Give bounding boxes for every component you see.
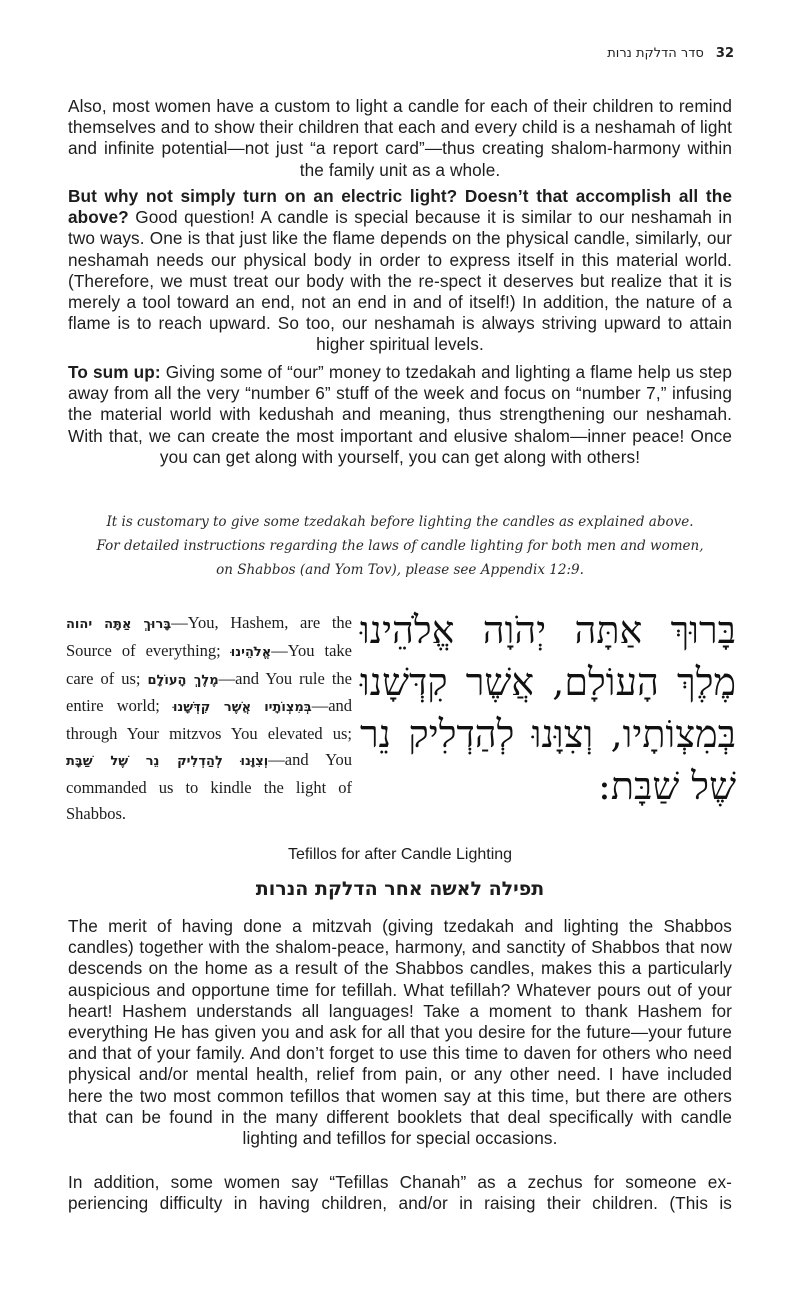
paragraph-clip	[0, 1172, 800, 1216]
translation-text	[251, 696, 264, 715]
running-header	[607, 46, 734, 61]
paragraph-body: Good question! A candle is special because it is similar to our neshamah in two ways. One is that just like the flame depends on the physical candle, similarly, our neshamah needs our physical body in order to express itself in this material world. (Therefore, we must treat our body with the re-spect it deserves but realize that it is merely a tool toward an end, not an end in and of itself!) In addition, the nature of a flame is to reach upward. So too, our neshamah is always striving upward to attain higher spiritual levels.	[68, 207, 732, 355]
paragraph-children-candles: Also, most women have a custom to light a candle for each of their children to remind themselves and to show their children that each and every child is a neshamah of light and infinite potential—not just “a report card”—thus creating shalom-harmony within the family unit as a whole.	[68, 96, 733, 180]
candle-lighting-bracha: בָּרוּךְ אַתָּה יְהֹוָה אֱלֹהֵינוּ מֶלֶךְ הָעוֹלָם, אֲשֶׁר קִדְּשָׁנוּ בְּמִצְוֹתָיו, וְצִוָּנוּ לְהַדְלִיק נֵר שֶׁל שַׁבָּת:	[360, 608, 736, 808]
translation-text: —and You commanded us to kindle the light of Shabbos.	[66, 749, 352, 823]
paragraph-lead-sum-up: To sum up:	[68, 362, 161, 382]
hebrew-phrase: בָּרוּךְ אַתָּה יהוה	[66, 617, 172, 632]
hebrew-phrase: בְּמִצְוֹתָיו	[264, 700, 312, 716]
italic-instruction-note	[70, 510, 730, 582]
hebrew-phrase: מֶלֶךְ הָעוֹלָם	[147, 672, 219, 688]
translation-text: —You take care of us;	[66, 640, 352, 688]
running-title: סדר הדלקת נרות	[607, 46, 704, 61]
paragraph-lead-question: But why not simply turn on an electric light? Doesn’t that accomplish all the above?	[68, 186, 732, 228]
hebrew-phrase: וְצִוָּנוּ לְהַדְלִיק נֵר שֶׁל שַׁבָּת	[66, 753, 269, 769]
paragraph-body: Giving some of “our” money to tzedakah and lighting a flame help us step away from all the very “number 6” stuff of the week and focus on “number 7,” infusing the material world with kedushah and meaning, thus strengthening our neshamah. With that, we can create the most important and elusive shalom—inner peace! Once you can get along with yourself, you can get along with others!	[68, 362, 732, 467]
page-number: 32	[715, 46, 734, 61]
note-line: For detailed instructions regarding the laws of candle lighting for both men and women,	[96, 538, 704, 554]
paragraph-tefillas-chanah: In addition, some women say “Tefillas Chanah” as a zechus for someone ex-periencing difficulty in having children, and/or in raising their children. (This is	[68, 1172, 732, 1214]
paragraph-tefillah-merit: The merit of having done a mitzvah (giving tzedakah and lighting the Shabbos candles) together with the shalom-peace, harmony, and sanctity of Shabbos that now descends on the home as a result of the Shabbos candles, makes this a particularly auspicious and opportune time for tefillah. What tefillah? Whatever pours out of your heart! Hashem understands all languages! Take a moment to thank Hashem for everything He has given you and ask for all that you desire for the future—your future and that of your family. And don’t forget to use this time to daven for others who need physical and/or mental health, relief from pain, or any other need. I have included here the two most common tefillos that women say at this time, but there are others that can be found in the many different booklets that deal specifically with candle lighting and tefillos for special occasions.	[68, 916, 732, 1149]
paragraph-sum-up	[68, 362, 732, 468]
bracha-translation	[66, 610, 352, 826]
section-title-english: Tefillos for after Candle Lighting	[287, 846, 513, 863]
hebrew-phrase: אֱלֹהֵינוּ	[230, 644, 272, 660]
note-line: on Shabbos (and Yom Tov), please see Appendix 12:9.	[216, 562, 584, 578]
note-line: It is customary to give some tzedakah before lighting the candles as explained above.	[106, 514, 694, 530]
section-title-hebrew: תפילה לאשה אחר הדלקת הנרות	[255, 878, 545, 900]
hebrew-phrase: אֲשֶׁר קִדְּשָׁנוּ	[172, 700, 252, 716]
translation-text: —and through Your mitzvos You elevated us;	[66, 696, 353, 744]
paragraph-electric-light	[68, 186, 732, 356]
translation-text: —You, Hashem, are the Source of everything;	[66, 613, 352, 660]
translation-text: —and You rule the entire world;	[66, 668, 352, 716]
